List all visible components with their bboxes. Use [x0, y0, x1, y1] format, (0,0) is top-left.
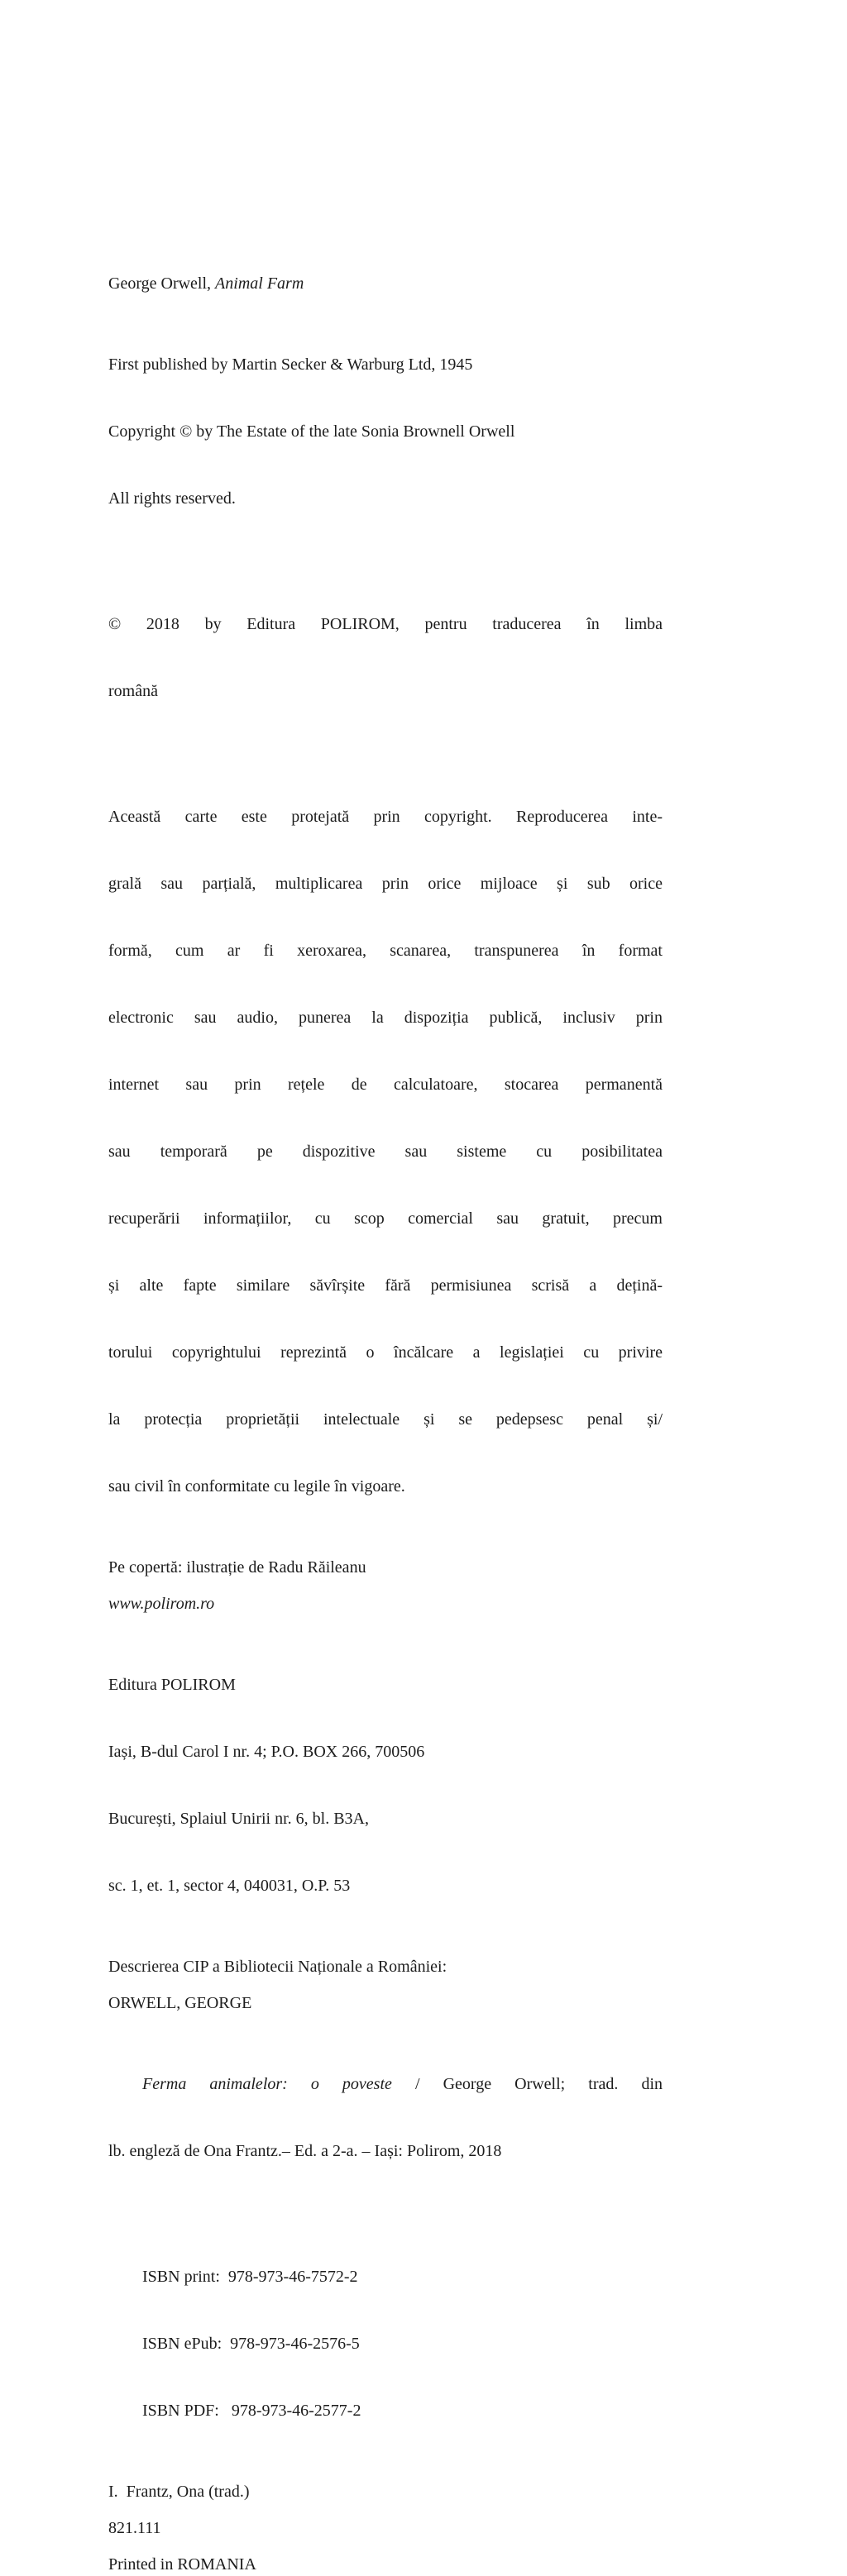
- cover-credit: Pe copertă: ilustrație de Radu Răileanu: [108, 1558, 366, 1577]
- protection-notice-line: electronic sau audio, punerea la dispoziția publică, inclusiv prin: [108, 1009, 663, 1027]
- title-line: [108, 273, 663, 295]
- publisher-address-block: [108, 1629, 663, 1942]
- edition-line: All rights reserved.: [108, 489, 236, 508]
- romanian-copyright-line: română: [108, 682, 158, 700]
- publisher-address-line: București, Splaiul Unirii nr. 6, bl. B3A,: [108, 1810, 369, 1828]
- protection-notice-line: internet sau prin rețele de calculatoare, stocarea permanentă: [108, 1076, 663, 1094]
- isbn-print-line: ISBN print: 978-973-46-7572-2: [142, 2268, 358, 2286]
- edition-line: First published by Martin Secker & Warburg Ltd, 1945: [108, 355, 473, 374]
- protection-notice-line: formă, cum ar fi xeroxarea, scanarea, transpunerea în format: [108, 942, 663, 960]
- protection-notice-line: Această carte este protejată prin copyright. Reproducerea inte-: [108, 808, 663, 826]
- protection-notice-line: sau civil în conformitate cu legile în vigoare.: [108, 1477, 405, 1496]
- protection-notice-line: torului copyrightului reprezintă o încălcare a legislației cu privire: [108, 1343, 663, 1362]
- cip-entry-rest: / George Orwell; trad. din: [391, 2075, 663, 2093]
- protection-notice-line: și alte fapte similare săvîrșite fără permisiunea scrisă a dețină-: [108, 1276, 663, 1295]
- cip-work-title: Ferma animalelor: o poveste: [142, 2075, 392, 2093]
- isbn-epub-line: ISBN ePub: 978-973-46-2576-5: [142, 2335, 360, 2353]
- cip-heading: Descrierea CIP a Bibliotecii Naționale a României:: [108, 1958, 447, 1976]
- isbn-block: [108, 2221, 663, 2467]
- protection-notice-line: recuperării informațiilor, cu scop comercial sau gratuit, precum: [108, 1209, 663, 1228]
- isbn-pdf-line: ISBN PDF: 978-973-46-2577-2: [142, 2402, 361, 2420]
- edition-line: Copyright © by The Estate of the late Sonia Brownell Orwell: [108, 422, 515, 441]
- cip-entry-line: [108, 2073, 663, 2096]
- romanian-copyright-line: © 2018 by Editura POLIROM, pentru traducerea în limba: [108, 615, 663, 633]
- protection-notice-line: grală sau parțială, multiplicarea prin orice mijloace și sub orice: [108, 875, 663, 893]
- publisher-website: www.polirom.ro: [108, 1595, 215, 1613]
- publisher-address-line: sc. 1, et. 1, sector 4, 040031, O.P. 53: [108, 1877, 351, 1895]
- printed-in-notice: Printed in ROMANIA: [108, 2555, 256, 2574]
- cip-author-entry: ORWELL, GEORGE: [108, 1994, 252, 2012]
- work-title: Animal Farm: [215, 274, 304, 293]
- publisher-address-line: Iași, B-dul Carol I nr. 4; P.O. BOX 266, 700506: [108, 1743, 425, 1761]
- udc-number: 821.111: [108, 2519, 161, 2537]
- author-name: George Orwell,: [108, 274, 216, 293]
- protection-notice: [108, 761, 663, 1543]
- protection-notice-line: la protecția proprietății intelectuale și se pedepsesc penal și/: [108, 1410, 663, 1429]
- cip-entry: [108, 2029, 663, 2207]
- original-edition-block: [108, 309, 663, 555]
- protection-notice-line: sau temporară pe dispozitive sau sisteme cu posibilitatea: [108, 1143, 663, 1161]
- romanian-copyright-block: [108, 569, 663, 747]
- cip-entry-line: lb. engleză de Ona Frantz.– Ed. a 2-a. – Iași: Polirom, 2018: [108, 2142, 502, 2160]
- publisher-address-line: Editura POLIROM: [108, 1676, 236, 1694]
- cip-translator-entry: I. Frantz, Ona (trad.): [108, 2483, 250, 2501]
